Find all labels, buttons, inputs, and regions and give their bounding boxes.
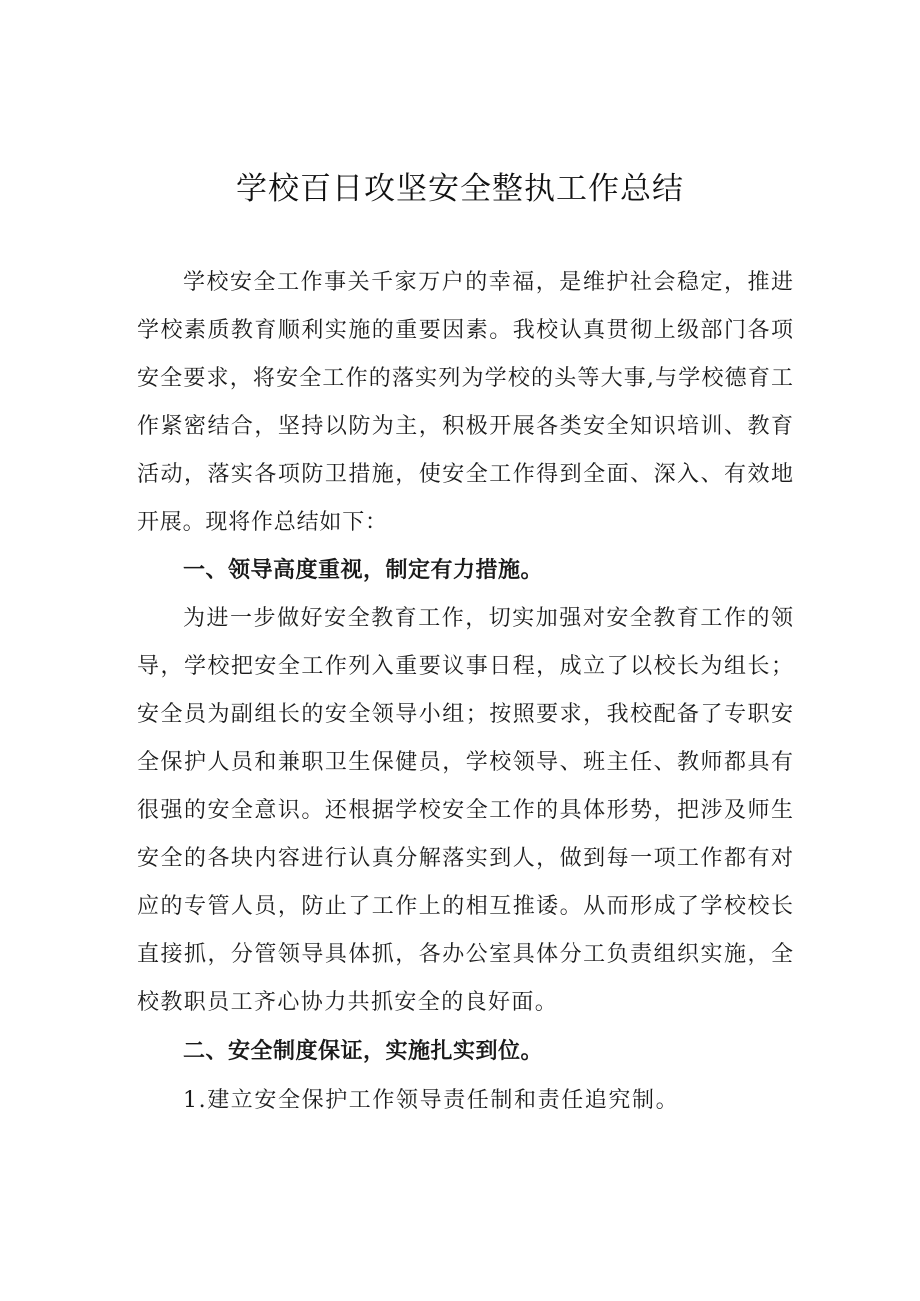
section-1-line-9: 校教职员工齐心协力共抓安全的良好面。 <box>137 990 559 1015</box>
section-1-heading: 一、领导高度重视，制定有力措施。 <box>183 558 544 583</box>
section-1-line-7: 应的专管人员，防止了工作上的相互推诿。从而形成了学校校长 <box>137 894 793 919</box>
section-1-line-8: 直接抓，分管领导具体抓，各办公室具体分工负责组织实施，全 <box>137 942 793 967</box>
section-2-heading: 二、安全制度保证，实施扎实到位。 <box>183 1039 544 1064</box>
section-1-line-6: 安全的各块内容进行认真分解落实到人，做到每一项工作都有对 <box>137 846 793 871</box>
intro-line-1: 学校安全工作事关千家万户的幸福，是维护社会稳定，推进 <box>183 270 793 295</box>
intro-line-2: 学校素质教育顺利实施的重要因素。我校认真贯彻上级部门各项 <box>137 318 793 343</box>
intro-line-6: 开展。现将作总结如下： <box>137 510 388 535</box>
intro-line-3: 安全要求，将安全工作的落实列为学校的头等大事,与学校德育工 <box>137 366 793 391</box>
section-1-line-5: 很强的安全意识。还根据学校安全工作的具体形势，把涉及师生 <box>137 798 793 823</box>
section-1-line-3: 安全员为副组长的安全领导小组；按照要求，我校配备了专职安 <box>137 702 793 727</box>
intro-line-4: 作紧密结合，坚持以防为主，积极开展各类安全知识培训、教育 <box>137 414 793 439</box>
section-2-item-1: 1.建立安全保护工作领导责任制和责任追究制。 <box>183 1088 680 1113</box>
section-1-line-1: 为进一步做好安全教育工作，切实加强对安全教育工作的领 <box>183 606 793 631</box>
section-1-line-2: 导，学校把安全工作列入重要议事日程，成立了以校长为组长； <box>137 654 793 679</box>
document-title: 学校百日攻坚安全整执工作总结 <box>236 171 684 207</box>
intro-line-5: 活动，落实各项防卫措施，使安全工作得到全面、深入、有效地 <box>137 462 793 487</box>
section-1-line-4: 全保护人员和兼职卫生保健员，学校领导、班主任、教师都具有 <box>137 750 793 775</box>
